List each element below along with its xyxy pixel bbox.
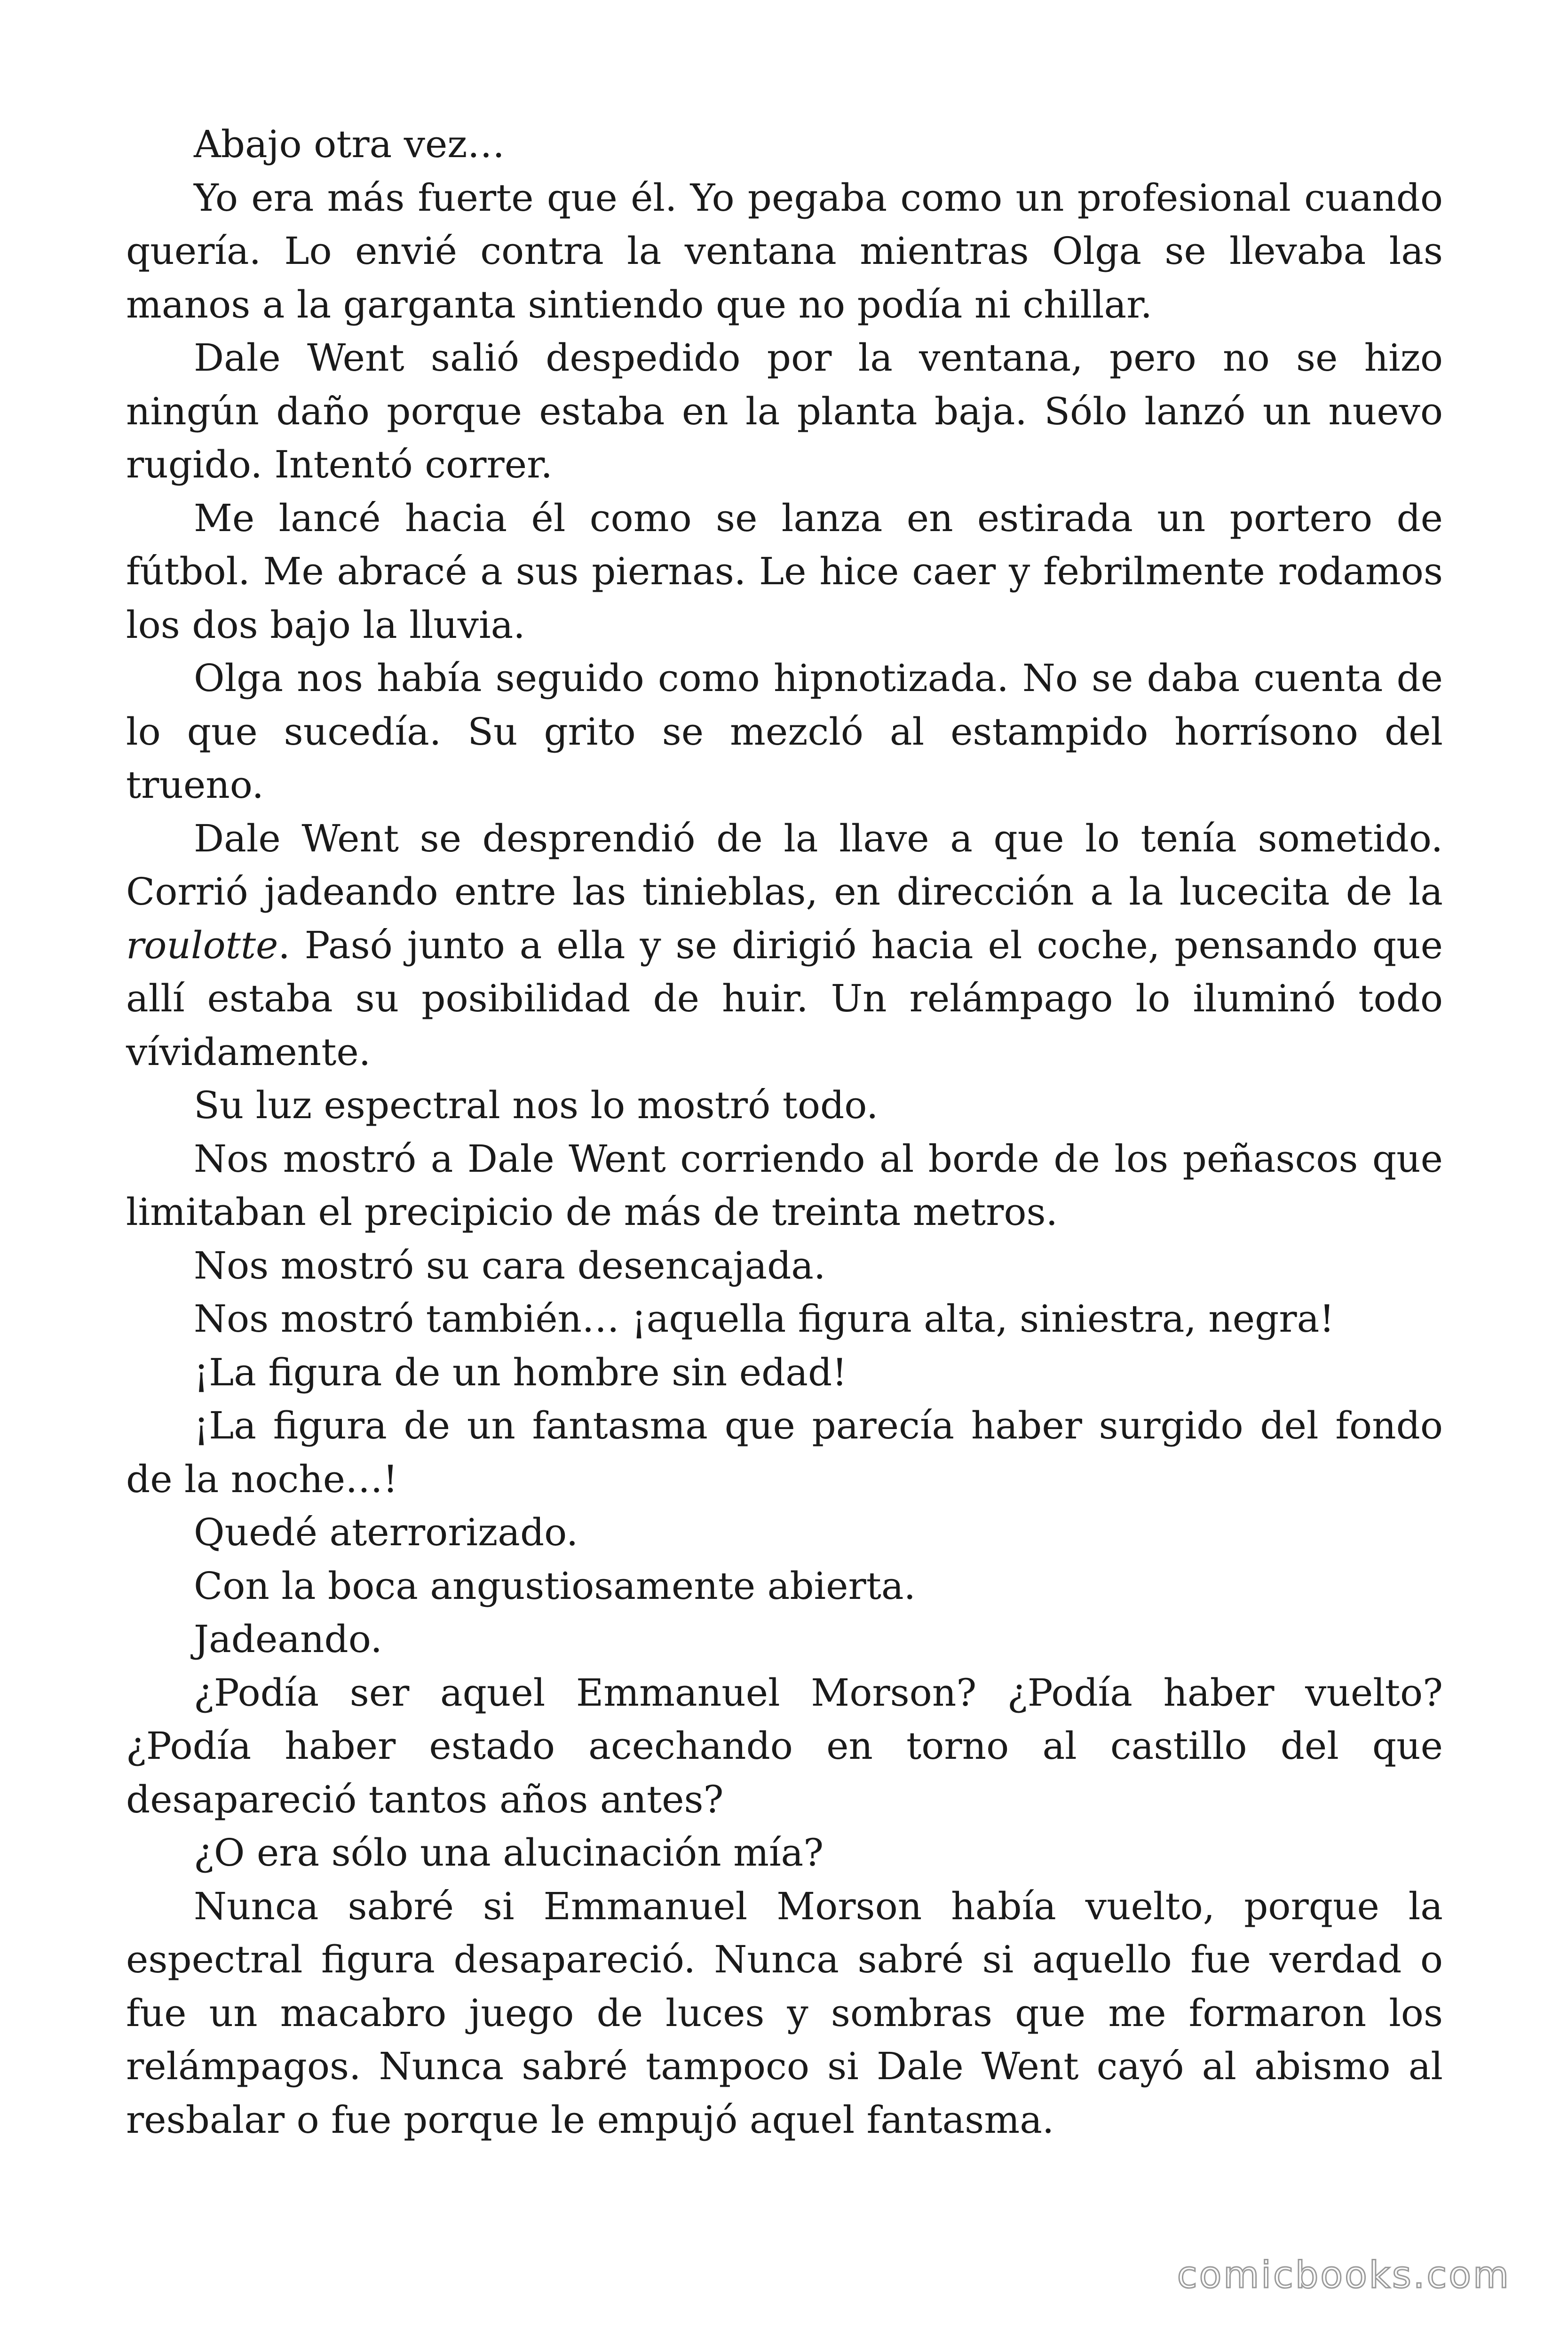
page-body-text [126, 118, 1443, 2146]
paragraph-17: ¿O era sólo una alucinación mía? [194, 1831, 824, 1875]
watermark-text: comicbooks.com [1177, 2254, 1511, 2296]
paragraph-6-before: Dale Went se desprendió de la llave a que lo tenía sometido. Corrió jadeando entre las tinieblas, en dirección a la lucecita de la [126, 816, 1443, 914]
paragraph-10: Nos mostró también… ¡aquella figura alta, siniestra, negra! [194, 1297, 1335, 1341]
paragraph-18: Nunca sabré si Emmanuel Morson había vuelto, porque la espectral figura desapareció. Nunca sabré si aquello fue verdad o fue un macabro juego de luces y sombras que me formaron los relámpagos. Nunca sabré tampoco si Dale Went cayó al abismo al resbalar o fue porque le empujó aquel fantasma. [126, 1884, 1443, 2142]
paragraph-7: Su luz espectral nos lo mostró todo. [194, 1083, 879, 1127]
italic-word-roulotte: roulotte [126, 923, 278, 967]
paragraph-12: ¡La figura de un fantasma que parecía haber surgido del fondo de la noche…! [126, 1404, 1443, 1501]
paragraph-13: Quedé aterrorizado. [194, 1510, 578, 1554]
paragraph-4: Me lancé hacia él como se lanza en estirada un portero de fútbol. Me abracé a sus piernas. Le hice caer y febrilmente rodamos los dos bajo la lluvia. [126, 496, 1443, 647]
paragraph-6-after: . Pasó junto a ella y se dirigió hacia el coche, pensando que allí estaba su posibilidad de huir. Un relámpago lo iluminó todo vívidamente. [126, 923, 1443, 1074]
paragraph-14: Con la boca angustiosamente abierta. [194, 1564, 916, 1608]
paragraph-5: Olga nos había seguido como hipnotizada. No se daba cuenta de lo que sucedía. Su grito se mezcló al estampido horrísono del trueno. [126, 656, 1443, 807]
paragraph-16: ¿Podía ser aquel Emmanuel Morson? ¿Podía haber vuelto? ¿Podía haber estado acechando en torno al castillo del que desapareció tantos años antes? [126, 1670, 1443, 1821]
paragraph-9: Nos mostró su cara desencajada. [194, 1243, 826, 1287]
paragraph-15: Jadeando. [194, 1617, 382, 1661]
paragraph-3: Dale Went salió despedido por la ventana, pero no se hizo ningún daño porque estaba en la planta baja. Sólo lanzó un nuevo rugido. Intentó correr. [126, 336, 1443, 486]
paragraph-1: Abajo otra vez… [194, 122, 505, 166]
paragraph-2: Yo era más fuerte que él. Yo pegaba como un profesional cuando quería. Lo envié contra la ventana mientras Olga se llevaba las manos a la garganta sintiendo que no podía ni chillar. [126, 175, 1443, 326]
paragraph-11: ¡La figura de un hombre sin edad! [194, 1350, 847, 1394]
paragraph-8: Nos mostró a Dale Went corriendo al borde de los peñascos que limitaban el precipicio de más de treinta metros. [126, 1136, 1443, 1234]
paragraph-6 [126, 812, 1443, 1079]
